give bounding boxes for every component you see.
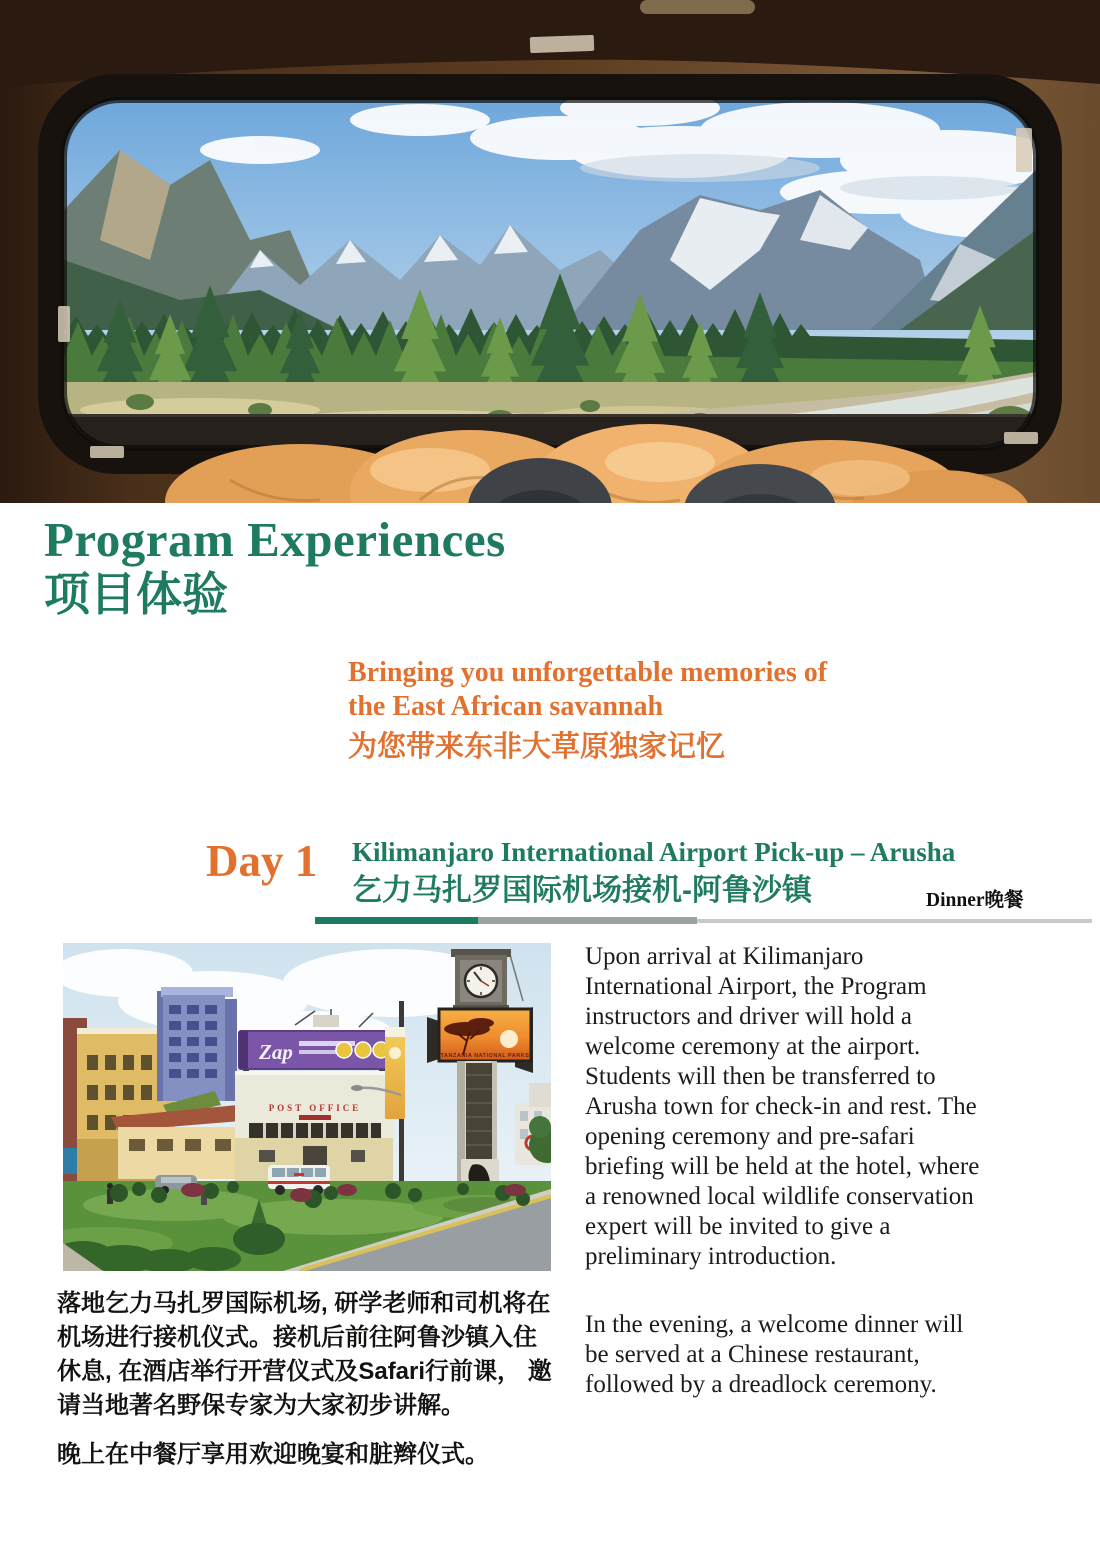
hero-photo-illustration bbox=[0, 0, 1100, 503]
tagline bbox=[348, 656, 827, 766]
post-office-sign: POST OFFICE bbox=[268, 1103, 362, 1113]
body-paragraph-en-2: In the evening, a welcome dinner will be served at a Chinese restaurant, followed by a dreadlock ceremony. bbox=[585, 1311, 964, 1398]
window-sill bbox=[64, 416, 1036, 448]
dome-light bbox=[640, 0, 755, 14]
day-label: Day 1 bbox=[206, 836, 318, 886]
window-scene bbox=[64, 90, 1080, 448]
tagline-en-line1: Bringing you unforgettable memories of bbox=[348, 657, 828, 688]
body-paragraph-zh-1: 落地乞力马扎罗国际机场, 研学老师和司机将在 机场进行接机仪式。接机后前往阿鲁沙镇入住 休息, 在酒店举行开营仪式及Safari行前课， 邀 请当地著名野保专家为大家初步讲解。 bbox=[57, 1290, 552, 1419]
arusha-photo-illustration bbox=[63, 943, 551, 1271]
day-title-en: Kilimanjaro International Airport Pick-up – Arusha bbox=[352, 837, 956, 867]
post-office-building bbox=[235, 1009, 393, 1181]
page-title-zh: 项目体验 bbox=[44, 568, 228, 620]
body-paragraph-en-1: Upon arrival at Kilimanjaro International Airport, the Program instructors and driver will hold a welcome ceremony at the airport. Students will then be transferred to Arusha town for check-in and rest. The opening ceremony and pre-safari briefing will be held at the hotel, where a renowned local wildlife conservation expert will be invited to give a preliminary introduction. bbox=[585, 943, 980, 1270]
tagline-zh: 为您带来东非大草原独家记忆 bbox=[348, 731, 726, 763]
divider-gray-segment bbox=[478, 917, 697, 924]
divider-light-segment bbox=[697, 919, 1092, 923]
zap-billboard-text: Zap bbox=[259, 1040, 293, 1064]
divider-green-segment bbox=[315, 917, 478, 924]
body-english-column bbox=[585, 942, 1055, 1400]
park-billboard-text: TANZANIA NATIONAL PARKS bbox=[440, 1053, 530, 1059]
body-chinese-column bbox=[57, 1287, 577, 1470]
day-title-zh: 乞力马扎罗国际机场接机-阿鲁沙镇 bbox=[352, 874, 812, 907]
tagline-en-line2: the East African savannah bbox=[348, 691, 664, 722]
arusha-photo bbox=[63, 943, 551, 1271]
day-heading bbox=[352, 836, 955, 909]
meal-badge: Dinner晚餐 bbox=[926, 890, 1024, 911]
page-title-en: Program Experiences bbox=[44, 512, 506, 567]
hero-photo bbox=[0, 0, 1100, 503]
body-paragraph-zh-2: 晚上在中餐厅享用欢迎晚宴和脏辫仪式。 bbox=[57, 1441, 489, 1468]
